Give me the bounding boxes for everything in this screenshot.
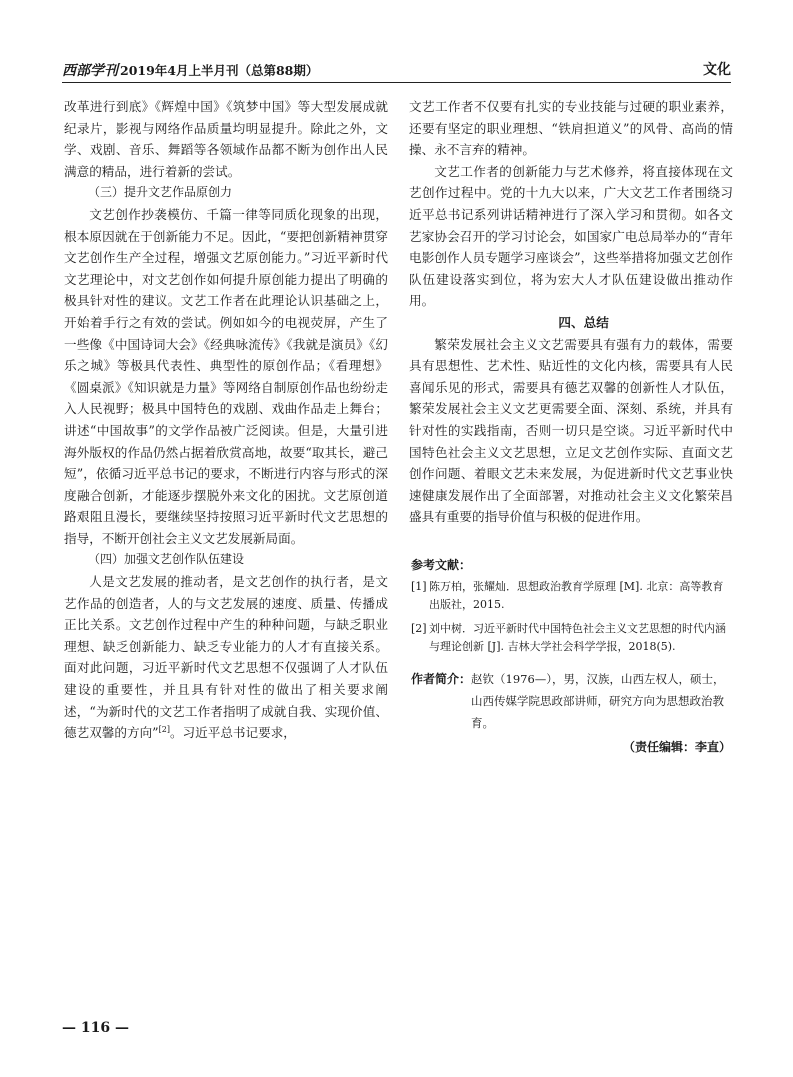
reference-number: [1] xyxy=(411,580,427,593)
reference-number: [2] xyxy=(411,622,427,635)
subheading: （三）提升文艺作品原创力 xyxy=(88,185,233,200)
paragraph-text: 人是文艺发展的推动者，是文艺创作的执行者，是文艺作品的创造者，人的与文艺发展的速度、质量、传播成正比关系。文艺创作过程中产生的种种问题，与缺乏职业理想、缺乏创新能力、缺乏专业能力的人才有直接关系。面对此问题，习近平新时代文艺思想不仅强调了人才队伍建设的重要性，并且具有针对性的做出了相关要求阐述，“为新时代的文艺工作者指明了成就自我、实现价值、德艺双馨的方向” xyxy=(64,574,388,741)
author-bio-label: 作者简介： xyxy=(411,672,472,686)
running-header xyxy=(62,58,731,83)
paragraph: 文艺工作者的创新能力与艺术修养，将直接体现在文艺创作过程中。党的十九大以来，广大文艺工作者围绕习近平总书记系列讲话精神进行了深入学习和贯彻。如各文艺家协会召开的学习讨论会，如国家广电总局举办的“青年电影创作人员专题学习座谈会”，这些举措将加强文艺创作队伍建设落实到位，将为宏大人才队伍建设做出推动作用。 xyxy=(409,163,733,309)
right-column xyxy=(409,96,733,528)
paragraph: 改革进行到底》《辉煌中国》《筑梦中国》等大型发展成就纪录片，影视与网络作品质量均明显提升。除此之外，文学、戏剧、音乐、舞蹈等各领域作品都不断为创作出人民满意的精品，进行着新的尝试。 xyxy=(64,99,388,179)
responsible-editor: （责任编辑：李直） xyxy=(622,740,731,754)
journal-issue-line xyxy=(62,60,318,80)
issue-info: 2019年4月上半月刊（总第88期） xyxy=(120,63,319,78)
subheading: （四）加强文艺创作队伍建设 xyxy=(88,552,245,567)
paragraph: 文艺创作抄袭模仿、千篇一律等同质化现象的出现，根本原因就在于创新能力不足。因此，“要把创新精神贯穿文艺创作生产全过程，增强文艺原创能力。”习近平新时代文艺理论中，对文艺创作如何提升原创能力提出了明确的极具针对性的建议。文艺工作者在此理论认识基础之上，开始着手行之有效的尝试。例如如今的电视荧屏，产生了一些像《中国诗词大会》《经典咏流传》《我就是演员》《幻乐之城》等极具代表性、典型性的原创作品；《看理想》《圆桌派》《知识就是力量》等网络自制原创作品也纷纷走入人民视野；极具中国特色的戏剧、戏曲作品走上舞台；讲述“中国故事”的文学作品被广泛阅读。但是，大量引进海外版权的作品仍然占据着欣赏高地，故要“取其长，避己短”，依循习近平总书记的要求，不断进行内容与形式的深度融合创新，才能逐步摆脱外来文化的困扰。文艺原创道路艰阻且漫长，要继续坚持按照习近平新时代文艺思想的指导，不断开创社会主义文艺发展新局面。 xyxy=(64,206,388,546)
left-column xyxy=(64,96,388,744)
page-number: — 116 — xyxy=(62,1020,129,1036)
reference-item xyxy=(411,620,731,656)
section-name: 文化 xyxy=(703,62,731,78)
paragraph: 繁荣发展社会主义文艺需要具有强有力的载体，需要具有思想性、艺术性、贴近性的文化内核，需要具有人民喜闻乐见的形式，需要具有德艺双馨的创新性人才队伍，繁荣发展社会主义文艺更需要全面、深刻、系统，并具有针对性的实践指南，否则一切只是空谈。习近平新时代中国特色社会主义文艺思想，立足文艺创作实际、直面文艺创作问题、着眼文艺未来发展，为促进新时代文艺事业快速健康发展作出了全面部署，对推动社会主义文化繁荣昌盛具有重要的指导价值与积极的促进作用。 xyxy=(409,336,733,525)
paragraph: 文艺工作者不仅要有扎实的专业技能与过硬的职业素养，还要有坚定的职业理想、“铁肩担道义”的风骨、高尚的情操、永不言弃的精神。 xyxy=(409,99,733,158)
citation-marker: [2] xyxy=(158,725,170,735)
author-bio xyxy=(411,668,731,734)
author-bio-text: 赵钦（1976—），男，汉族，山西左权人，硕士，山西传媒学院思政部讲师，研究方向为思想政治教育。 xyxy=(471,672,725,730)
journal-logo: 西部学刊 xyxy=(62,63,118,79)
references xyxy=(411,556,731,662)
paragraph-text: 。习近平总书记要求， xyxy=(169,725,296,741)
reference-text: 刘中树．习近平新时代中国特色社会主义文艺思想的时代内涵与理论创新 [J]. 吉林大学社会科学学报，2018(5). xyxy=(429,622,726,653)
paragraph xyxy=(64,571,388,744)
section-heading: 四、总结 xyxy=(558,314,609,330)
reference-text: 陈万柏，张耀灿．思想政治教育学原理 [M]. 北京：高等教育出版社，2015. xyxy=(429,580,724,611)
references-title: 参考文献： xyxy=(411,558,472,572)
reference-item xyxy=(411,578,731,614)
